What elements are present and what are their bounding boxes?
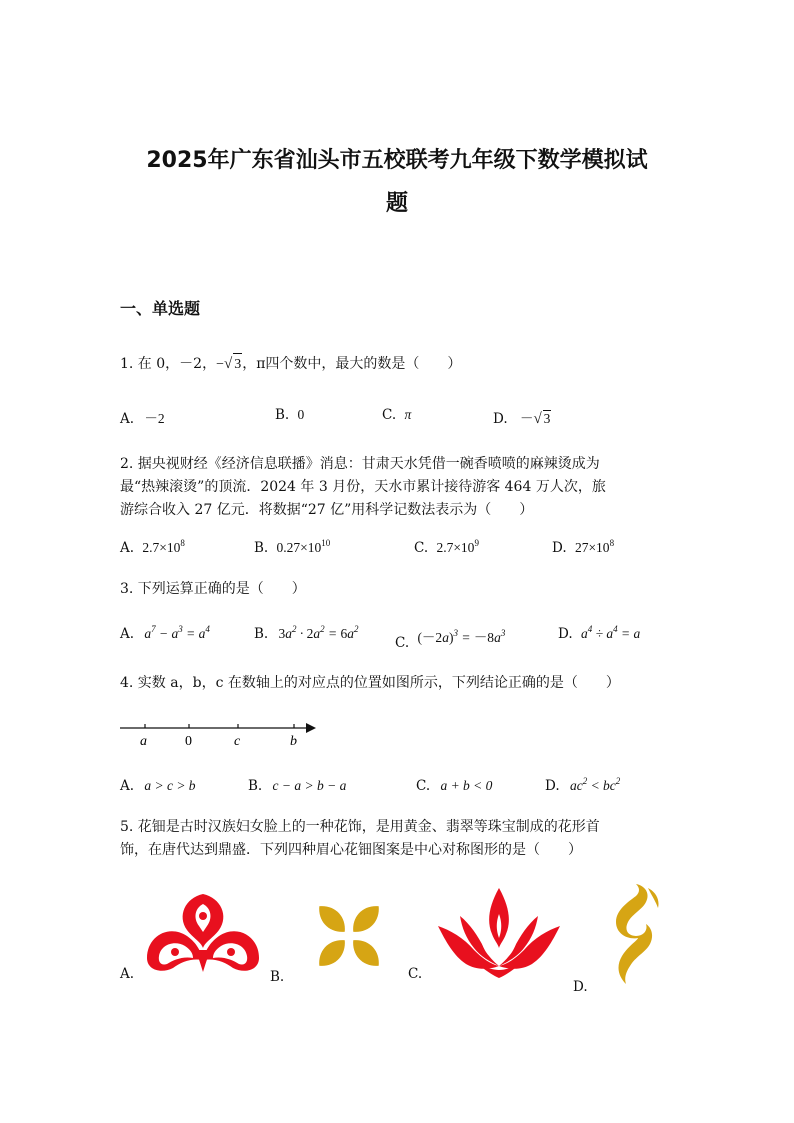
q5-option-b-ornament[interactable] bbox=[299, 891, 399, 981]
option-value: － bbox=[519, 411, 534, 426]
page-title: 2025年广东省汕头市五校联考九年级下数学模拟试 bbox=[146, 148, 648, 173]
q3-option-b[interactable] bbox=[254, 626, 359, 642]
option-value: 2.7×10 bbox=[142, 540, 181, 555]
option-value: c − a > b − a bbox=[272, 778, 347, 793]
q1-option-d[interactable]: D. －√ 3 bbox=[493, 411, 551, 427]
q5-option-d-ornament[interactable] bbox=[606, 880, 670, 986]
option-label: A. bbox=[120, 540, 135, 556]
option-value: 0 bbox=[297, 407, 305, 422]
q4-option-b[interactable] bbox=[248, 778, 346, 794]
option-label: B. bbox=[275, 407, 290, 423]
option-label: B. bbox=[254, 626, 269, 642]
option-value: a + b < 0 bbox=[440, 778, 493, 793]
section-heading: 一、单选题 bbox=[120, 299, 201, 318]
option-expression: $ac^2 < bc^2$ bbox=[569, 776, 621, 793]
option-label: C. bbox=[395, 635, 410, 651]
axis-label-c: c bbox=[234, 734, 241, 749]
question-1-radicand: 3 bbox=[233, 353, 242, 376]
q1-option-c[interactable] bbox=[382, 407, 411, 423]
q4-option-a[interactable] bbox=[120, 778, 196, 794]
option-value: π bbox=[404, 407, 412, 422]
option-label: A. bbox=[120, 626, 135, 642]
option-exponent: 8 bbox=[180, 538, 185, 548]
option-label: C. bbox=[416, 778, 431, 794]
q2-option-c[interactable] bbox=[414, 540, 479, 556]
question-3-stem: 3. 下列运算正确的是（ ） bbox=[120, 581, 306, 597]
option-value: 0.27×10 bbox=[276, 540, 322, 555]
option-label: D. bbox=[552, 540, 567, 556]
q3-option-c[interactable] bbox=[395, 626, 506, 651]
q5-option-d-label[interactable]: D. bbox=[573, 979, 588, 995]
q5-option-c-label[interactable]: C. bbox=[408, 966, 423, 982]
option-expression: $a^4 \div a^4 = a$ bbox=[580, 624, 641, 641]
question-4-stem: 4. 实数 a，b，c 在数轴上的对应点的位置如图所示，下列结论正确的是（ ） bbox=[120, 675, 620, 691]
option-label: A. bbox=[120, 778, 135, 794]
option-value: a > c > b bbox=[144, 778, 196, 793]
option-exponent: 8 bbox=[609, 538, 615, 548]
q2-option-b[interactable] bbox=[254, 540, 330, 556]
option-label: C. bbox=[382, 407, 397, 423]
axis-label-0: 0 bbox=[185, 734, 192, 749]
option-value: －2 bbox=[144, 411, 165, 426]
q1-option-a[interactable] bbox=[120, 407, 165, 427]
question-2-line1: 2. 据央视财经《经济信息联播》消息：甘肃天水凭借一碗香喷喷的麻辣烫成为 bbox=[120, 456, 600, 472]
q2-option-d[interactable] bbox=[552, 540, 614, 556]
q5-option-b-label[interactable]: B. bbox=[270, 969, 285, 985]
question-2-line3: 游综合收入 27 亿元．将数据“27 亿”用科学记数法表示为（ ） bbox=[120, 502, 534, 518]
option-label: B. bbox=[248, 778, 263, 794]
axis-label-a: a bbox=[140, 734, 147, 749]
option-exponent: 9 bbox=[474, 538, 479, 548]
q5-option-c-ornament[interactable] bbox=[436, 886, 562, 980]
option-label: C. bbox=[414, 540, 429, 556]
q3-option-a[interactable] bbox=[120, 626, 210, 642]
number-line-arrow bbox=[306, 723, 316, 733]
question-1-text-part1: 1. 在 0，－2， bbox=[120, 356, 217, 372]
q1-option-b[interactable] bbox=[275, 407, 304, 423]
q4-option-d[interactable] bbox=[545, 778, 620, 794]
option-label: D. bbox=[545, 778, 560, 794]
number-line-figure bbox=[118, 716, 328, 752]
question-1-stem: 1. 在 0，－2，−√ 3，π四个数中，最大的数是（ ） bbox=[120, 353, 461, 376]
option-expression: $(-2a)^3 = -8a^3$ bbox=[417, 628, 506, 645]
q5-option-a-label[interactable]: A. bbox=[120, 966, 135, 982]
option-expression: $3a^2 \cdot 2a^2 = 6a^2$ bbox=[278, 624, 359, 641]
option-value: 2.7×10 bbox=[436, 540, 475, 555]
question-1-text-part2: ，π四个数中，最大的数是（ ） bbox=[242, 356, 462, 372]
option-label: A. bbox=[120, 411, 135, 427]
option-label: D. bbox=[558, 626, 573, 642]
option-label: D. bbox=[493, 411, 508, 427]
option-exponent: 10 bbox=[321, 538, 331, 548]
option-label: B. bbox=[254, 540, 269, 556]
page-title-continued: 题 bbox=[385, 191, 408, 216]
q5-option-a-ornament[interactable] bbox=[143, 888, 263, 974]
question-5-line2: 饰，在唐代达到鼎盛．下列四种眉心花钿图案是中心对称图形的是（ ） bbox=[120, 842, 582, 858]
option-value: 27×10 bbox=[574, 540, 610, 555]
option-expression: $a^7 - a^3 = a^4$ bbox=[144, 624, 210, 641]
question-2-line2: 最“热辣滚烫”的顶流．2024 年 3 月份，天水市累计接待游客 464 万人次，旅 bbox=[120, 479, 606, 495]
axis-label-b: b bbox=[290, 734, 297, 749]
q4-option-c[interactable] bbox=[416, 778, 492, 794]
question-5-line1: 5. 花钿是古时汉族妇女脸上的一种花饰，是用黄金、翡翠等珠宝制成的花形首 bbox=[120, 819, 600, 835]
q3-option-d[interactable] bbox=[558, 626, 640, 642]
option-radicand: 3 bbox=[543, 411, 551, 426]
q2-option-a[interactable] bbox=[120, 540, 185, 556]
